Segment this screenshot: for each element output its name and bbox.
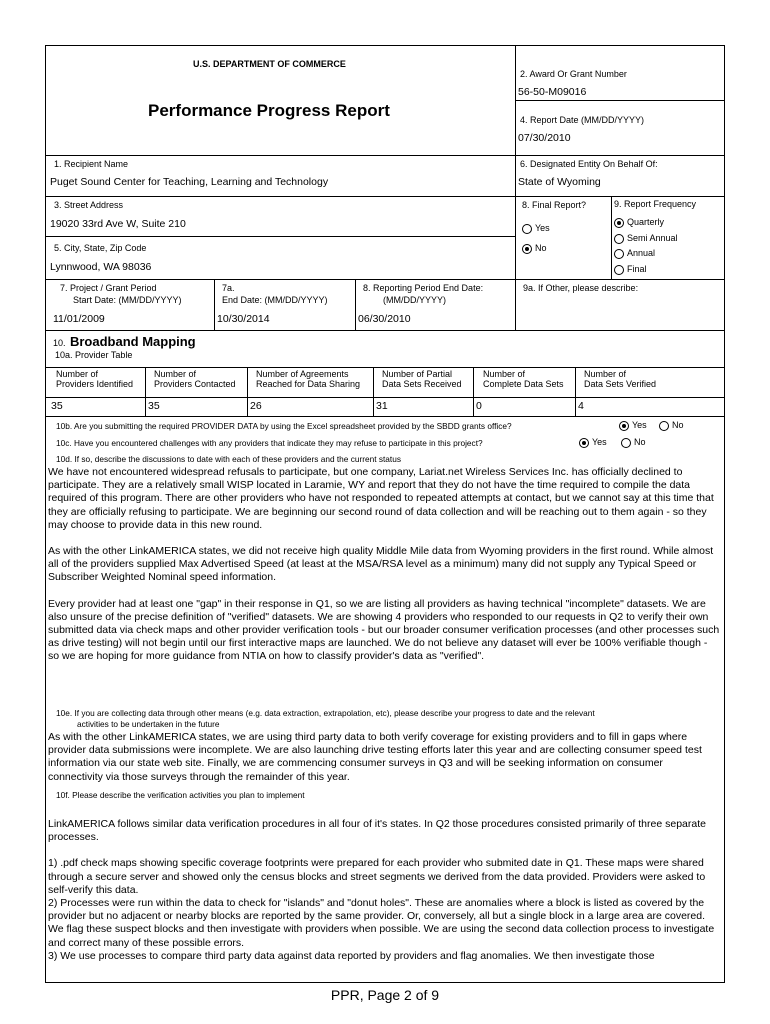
- rule: [355, 279, 356, 330]
- rule: [45, 397, 725, 398]
- question-10e-continued: activities to be undertaken in the future: [77, 719, 220, 729]
- rule: [45, 330, 725, 331]
- reporting-period-value: 06/30/2010: [358, 313, 411, 325]
- q10b-no-label: No: [672, 420, 684, 430]
- response-10d: [48, 466, 720, 664]
- rule: [214, 279, 215, 330]
- project-period-label: 7. Project / Grant Period: [60, 283, 157, 293]
- award-number-value: 56-50-M09016: [518, 86, 587, 98]
- paragraph: As with the other LinkAMERICA states, we did not receive high quality Middle Mile data from Wyoming providers in the first round. While almost all of the providers supplied Max Advertised Speed (at least at the MSA/RSA level as a minimum) many did not supply any Typical Speed or Subscriber Weighted Nominal speed information.: [48, 545, 714, 584]
- reporting-period-format: (MM/DD/YYYY): [383, 295, 446, 305]
- final-report-no[interactable]: [522, 243, 547, 254]
- question-10d: 10d. If so, describe the discussions to date with each of these providers and the current status: [56, 454, 401, 464]
- col-header-partial-data-sets: Number of Partial Data Sets Received: [382, 369, 462, 390]
- q10c-yes-label: Yes: [592, 437, 607, 447]
- rule: [473, 367, 474, 416]
- paragraph: 1) .pdf check maps showing specific coverage footprints were prepared for each provider who submited date in Q1. These maps were shared through a secure server and showed only the census blocks and street segments we derived from the data provided. Providers were asked to self-verify this data.: [48, 857, 706, 896]
- start-date-label: Start Date: (MM/DD/YYYY): [73, 295, 182, 305]
- street-address-label: 3. Street Address: [54, 200, 124, 210]
- frequency-semi-annual[interactable]: [614, 233, 678, 244]
- end-date-label: End Date: (MM/DD/YYYY): [222, 295, 328, 305]
- report-date-value: 07/30/2010: [518, 132, 571, 144]
- frequency-annual[interactable]: [614, 248, 655, 259]
- section-number: 10.: [53, 338, 66, 348]
- section-10-heading: [53, 333, 196, 351]
- frequency-final-label: Final: [627, 264, 647, 274]
- col-header-providers-identified: Number of Providers Identified: [56, 369, 134, 390]
- other-frequency-label: 9a. If Other, please describe:: [523, 283, 639, 293]
- radio-icon: [522, 224, 532, 234]
- question-10f: 10f. Please describe the verification activities you plan to implement: [56, 790, 305, 800]
- table-cell: 31: [376, 400, 388, 412]
- city-state-zip-value: Lynnwood, WA 98036: [50, 261, 152, 273]
- designated-entity-label: 6. Designated Entity On Behalf Of:: [520, 159, 658, 169]
- city-state-zip-label: 5. City, State, Zip Code: [54, 243, 147, 253]
- designated-entity-value: State of Wyoming: [518, 176, 601, 188]
- response-10e: [48, 731, 720, 784]
- recipient-name-label: 1. Recipient Name: [54, 159, 129, 169]
- q10b-yes[interactable]: [619, 420, 647, 431]
- rule: [145, 367, 146, 416]
- rule: [45, 155, 725, 156]
- q10c-no[interactable]: [621, 437, 646, 448]
- start-date-value: 11/01/2009: [53, 313, 105, 325]
- question-10b: 10b. Are you submitting the required PROVIDER DATA by using the Excel spreadsheet provided by the SBDD grants office?: [56, 421, 512, 431]
- final-report-yes-label: Yes: [535, 223, 550, 233]
- rule: [515, 45, 516, 330]
- radio-selected-icon: [619, 421, 629, 431]
- provider-table-label: 10a. Provider Table: [55, 350, 133, 360]
- radio-icon: [614, 234, 624, 244]
- paragraph: LinkAMERICA follows similar data verification procedures in all four of it's states. In Q2 those procedures consisted primarily of three separate processes.: [48, 818, 706, 844]
- street-address-value: 19020 33rd Ave W, Suite 210: [50, 218, 186, 230]
- col-header-complete-data-sets: Number of Complete Data Sets: [483, 369, 564, 390]
- q10b-yes-label: Yes: [632, 420, 647, 430]
- end-date-heading: 7a.: [222, 283, 235, 293]
- final-report-no-label: No: [535, 243, 547, 253]
- paragraph: We have not encountered widespread refusals to participate, but one company, Lariat.net Wireless Services Inc. has officially declined to participate. They are a relatively small WISP located in Laramie, WY and report that they do not have the time required to compile the data required of this program. There are other providers who have not responded to repeated attempts at contact, but we cannot say at this time that they are officially refusing to participate. We are beginning our second round of data collection and will be reaching out to them again - so they may choose to provide data in this new round.: [48, 466, 714, 531]
- question-10e: 10e. If you are collecting data through other means (e.g. data extraction, extrapolation, etc), please describe your progress to date and the relevant: [56, 708, 595, 718]
- q10c-yes[interactable]: [579, 437, 607, 448]
- section-title: Broadband Mapping: [69, 334, 196, 349]
- radio-icon: [621, 438, 631, 448]
- paragraph: 3) We use processes to compare third party data against data reported by providers and flag anomalies. We then investigate those: [48, 949, 655, 962]
- table-cell: 35: [148, 400, 160, 412]
- frequency-final[interactable]: [614, 264, 647, 275]
- paragraph: 2) Processes were run within the data to check for "islands" and "donut holes". These are anomalies where a block is listed as covered by the provider but no adjacent or nearby blocks are reported by the same provider. Or, conversely, all but a single block in a large area are covered. We flag these suspect blocks and then investigate with providers when possible. We are using the second data collection process to investigate and correct many of these possible errors.: [48, 897, 715, 949]
- rule: [515, 100, 725, 101]
- frequency-semi-annual-label: Semi Annual: [627, 233, 678, 243]
- report-date-label: 4. Report Date (MM/DD/YYYY): [520, 115, 645, 125]
- table-cell: 35: [51, 400, 63, 412]
- rule: [373, 367, 374, 416]
- radio-selected-icon: [614, 218, 624, 228]
- radio-icon: [614, 265, 624, 275]
- award-number-label: 2. Award Or Grant Number: [520, 69, 627, 79]
- rule: [45, 236, 515, 237]
- question-10c: 10c. Have you encountered challenges with any providers that indicate they may refuse to participate in this project?: [56, 438, 483, 448]
- report-frequency-label: 9. Report Frequency: [614, 199, 697, 209]
- radio-selected-icon: [579, 438, 589, 448]
- rule: [45, 416, 725, 417]
- frequency-quarterly[interactable]: [614, 217, 664, 228]
- q10b-no[interactable]: [659, 420, 684, 431]
- rule: [575, 367, 576, 416]
- final-report-label: 8. Final Report?: [522, 200, 587, 210]
- table-cell: 4: [578, 400, 584, 412]
- final-report-yes[interactable]: [522, 223, 550, 234]
- page-title: Performance Progress Report: [148, 101, 390, 120]
- department-heading: U.S. DEPARTMENT OF COMMERCE: [193, 59, 346, 69]
- table-cell: 26: [250, 400, 262, 412]
- table-cell: 0: [476, 400, 482, 412]
- rule: [45, 196, 725, 197]
- frequency-quarterly-label: Quarterly: [627, 217, 665, 227]
- response-10f: [48, 818, 720, 963]
- radio-selected-icon: [522, 244, 532, 254]
- q10c-no-label: No: [634, 437, 646, 447]
- radio-icon: [659, 421, 669, 431]
- frequency-annual-label: Annual: [627, 248, 656, 258]
- radio-icon: [614, 249, 624, 259]
- reporting-period-label: 8. Reporting Period End Date:: [363, 283, 484, 293]
- rule: [45, 367, 725, 368]
- rule: [611, 196, 612, 279]
- col-header-providers-contacted: Number of Providers Contacted: [154, 369, 236, 390]
- paragraph: As with the other LinkAMERICA states, we are using third party data to both verify coverage for existing providers and to fill in gaps where provider data submissions were incomplete. We are also launching drive testing efforts later this year and are collecting consumer speed test information via our state web site. Finally, we are commencing consumer surveys in Q3 and will be seeking information on consumer connectivity via those surveys through the remainder of this year.: [48, 731, 702, 783]
- recipient-name-value: Puget Sound Center for Teaching, Learning and Technology: [50, 176, 329, 188]
- end-date-value: 10/30/2014: [217, 313, 270, 325]
- paragraph: Every provider had at least one "gap" in their response in Q1, so we are listing all providers as having technical "incomplete" datasets. We are also unsure of the precise definition of "verified" datasets. We are showing 4 providers who responded to our requests in Q2 to verify their own submitted data via check maps and other provider verification tools - but our broader consumer verification processes (and other processes such as drive testing) will not begin until our first interactive maps are launched. We do not believe any dataset will ever be 100% verifiable though - so we are hoping for more guidance from NTIA on how to classify provider's data as "verified".: [48, 597, 720, 663]
- col-header-data-sets-verified: Number of Data Sets Verified: [584, 369, 657, 390]
- page-footer: PPR, Page 2 of 9: [330, 987, 440, 1003]
- rule: [45, 279, 725, 280]
- col-header-agreements: Number of Agreements Reached for Data Sharing: [256, 369, 361, 390]
- rule: [247, 367, 248, 416]
